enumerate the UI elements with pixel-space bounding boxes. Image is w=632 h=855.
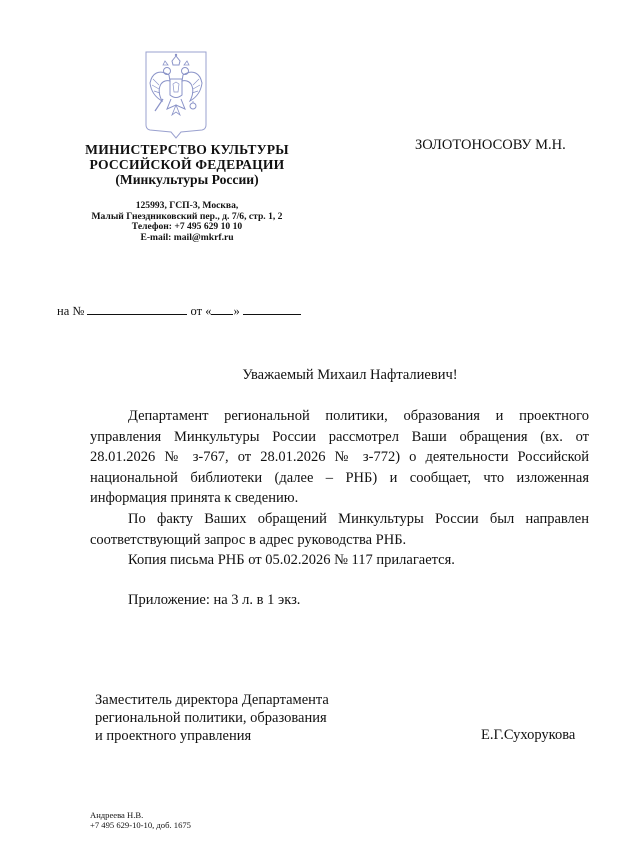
position-line1: Заместитель директора Департамента <box>95 692 329 708</box>
ref-number-blank <box>87 304 187 315</box>
attachment-note: Приложение: на 3 л. в 1 экз. <box>128 592 301 608</box>
paragraph: Копия письма РНБ от 05.02.2026 № 117 прилагается. <box>128 552 455 569</box>
ref-date-label: от « <box>190 304 212 318</box>
address-line2: Малый Гнездниковский пер., д. 7/6, стр. 1, 2 <box>91 210 283 222</box>
org-address <box>82 201 292 244</box>
position-line3: и проектного управления <box>95 728 252 744</box>
executor-phone: +7 495 629-10-10, доб. 1675 <box>90 820 191 830</box>
org-phone: Телефон: +7 495 629 10 10 <box>131 221 243 233</box>
paragraph: По факту Ваших обращений Минкультуры России был направлен соответствующий запрос в адрес руководства РНБ. <box>90 510 589 548</box>
ref-quote-close: » <box>233 304 240 318</box>
org-name-line2: РОССИЙСКОЙ ФЕДЕРАЦИИ <box>89 156 285 172</box>
signer-position <box>95 691 329 745</box>
ref-day-blank <box>211 304 233 315</box>
org-short-name: (Минкультуры России) <box>115 172 259 187</box>
org-name-line1: МИНИСТЕРСТВО КУЛЬТУРЫ <box>85 142 289 157</box>
executor-name: Андреева Н.В. <box>90 810 144 820</box>
signer-name: Е.Г.Сухорукова <box>481 727 576 743</box>
letter-body <box>90 406 589 571</box>
executor-info <box>90 810 191 830</box>
reference-line <box>57 304 301 319</box>
org-email: E-mail: mail@mkrf.ru <box>140 232 234 244</box>
ref-date-blank <box>243 304 301 315</box>
paragraph: Департамент региональной политики, образования и проектного управления Минкультуры России рассмотрел Ваши обращения (вх. от 28.01.2026 № з-767, от 28.01.2026 № з-772) о деятельности Российской национальной библиотеки (далее – РНБ) и сообщает, что изложенная информация принята к сведению. <box>90 408 589 507</box>
position-line2: региональной политики, образования <box>95 710 327 726</box>
addressee: ЗОЛОТОНОСОВУ М.Н. <box>415 137 566 153</box>
greeting: Уважаемый Михаил Нафталиевич! <box>242 367 458 383</box>
address-line1: 125993, ГСП-3, Москва, <box>135 200 239 211</box>
ministry-letterhead <box>82 143 292 244</box>
coat-of-arms-emblem <box>145 51 207 139</box>
ref-number-label: на № <box>57 304 85 318</box>
